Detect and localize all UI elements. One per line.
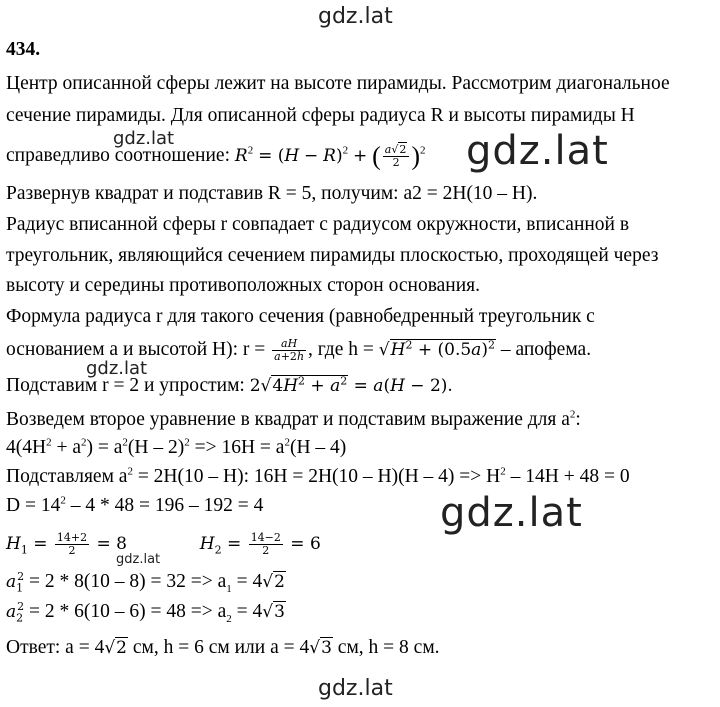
formula-sphere: $R^2 = (H - R)^2$ + ( $\frac{a√2}{2}$ )$^2$ (234, 141, 426, 171)
eq13-b: = 2H(10 – H): 16H = 2H(10 – H)(H – 4) => H (132, 466, 501, 487)
text-line-17: $a_1^2 = 2 * 8(10 - 8) = 32 => a_1 = 4√2$ (6, 570, 285, 595)
text-line-5: Радиус вписанной сферы r совпадает с радиусом окружности, вписанной в (6, 214, 630, 235)
watermark-small-2: gdz.lat (86, 358, 148, 379)
text-line-9-c: – апофема. (495, 339, 592, 360)
formula-substitute: $2√4H^2 + a^2 = a(H - 2)$. (249, 374, 453, 396)
text-line-1: Центр описанной сферы лежит на высоте пирамиды. Рассмотрим диагональное (6, 73, 670, 94)
watermark-small-1: gdz.lat (113, 128, 175, 149)
text-line-11-end: : (575, 409, 581, 430)
eq12-a: 4(4H (6, 437, 47, 458)
eq12-d: (H – 2) (127, 437, 185, 458)
text-line-4: Развернув квадрат и подставив R = 5, получим: a2 = 2H(10 – H). (6, 183, 538, 204)
text-line-2: сечение пирамиды. Для описанной сферы радиуса R и высоты пирамиды H (6, 105, 635, 126)
text-line-8: Формула радиуса r для такого сечения (равнобедренный треугольник с (6, 306, 595, 327)
text-line-9-a: основанием a и высотой H): r = (6, 339, 271, 360)
text-line-14: $D = 14^2 - 4 * 48 = 196 - 192 = 4$ (6, 494, 264, 516)
eq17-b: = 4 (231, 571, 263, 592)
eq14-b: – 4 * 48 = 196 – 192 = 4 (65, 495, 264, 516)
answer-a: Ответ: a = 4 (6, 637, 105, 658)
watermark-top: gdz.lat (318, 4, 393, 29)
text-line-3-label: справедливо соотношение: (6, 145, 235, 166)
text-line-15: $H_1$ = $\frac{14+2}{2}$ = 8 $H_2$ = $\frac{14-2}{2}$ = 6 (6, 531, 321, 557)
watermark-tiny: gdz.lat (116, 552, 161, 567)
answer-line: Ответ: a = 4√2 см, h = 6 см или a = 4√3 см, h = 8 см. (6, 637, 440, 658)
text-line-18: $a_2^2 = 2 * 6(10 - 6) = 48 => a_2 = 4√3$ (6, 600, 285, 625)
eq13-a: Подставляем a (6, 466, 128, 487)
problem-number: 434. (6, 39, 41, 60)
watermark-big-1: gdz.lat (466, 128, 609, 174)
formula-h: $√H^2 + (0.5a)^2$ (378, 338, 495, 360)
formula-r: $\frac{aH}{a+2h}$ (274, 337, 305, 364)
text-line-10 (6, 374, 453, 398)
eq13-c: – 14H + 48 = 0 (505, 466, 630, 487)
text-line-3 (6, 141, 426, 171)
watermark-big-2: gdz.lat (440, 490, 583, 536)
eq17-a: = 2 * 8(10 – 8) = 32 => a (24, 571, 227, 592)
eq14-a: D = 14 (6, 495, 61, 516)
text-line-7: высоту и середины противоположных сторон основания. (6, 275, 481, 296)
answer-c: см, h = 8 см. (332, 637, 440, 658)
watermark-bottom: gdz.lat (318, 676, 393, 701)
text-line-9-b: , где h = (308, 339, 379, 360)
text-line-11-a: Возведем второе уравнение в квадрат и подставим выражение для a (6, 409, 570, 430)
text-line-6: треугольник, являющийся сечением пирамиды плоскостью, проходящей через (6, 245, 659, 266)
eq12-b: + a (51, 437, 81, 458)
text-line-10-a: Подставим r = 2 и упростим: (6, 375, 250, 396)
eq12-f: (H – 4) (289, 437, 347, 458)
text-line-12: $4(4H^2 + a^2) = a^2(H - 2)^2 => 16H = a^2(H - 4)$ (6, 436, 347, 458)
eq18-b: = 4 (231, 601, 263, 622)
text-line-11: Возведем второе уравнение в квадрат и подставим выражение для $a^2$: (6, 408, 581, 430)
eq18-a: = 2 * 6(10 – 6) = 48 => a (24, 601, 227, 622)
eq12-e: => 16H = a (189, 437, 285, 458)
answer-b: см, h = 6 см или a = 4 (128, 637, 310, 658)
text-line-13: Подставляем $a^2 = 2H(10 - H)$: $16H = 2H(10 - H)(H - 4) => H^2 - 14H + 48 = 0$ (6, 465, 630, 487)
eq12-c: ) = a (86, 437, 123, 458)
